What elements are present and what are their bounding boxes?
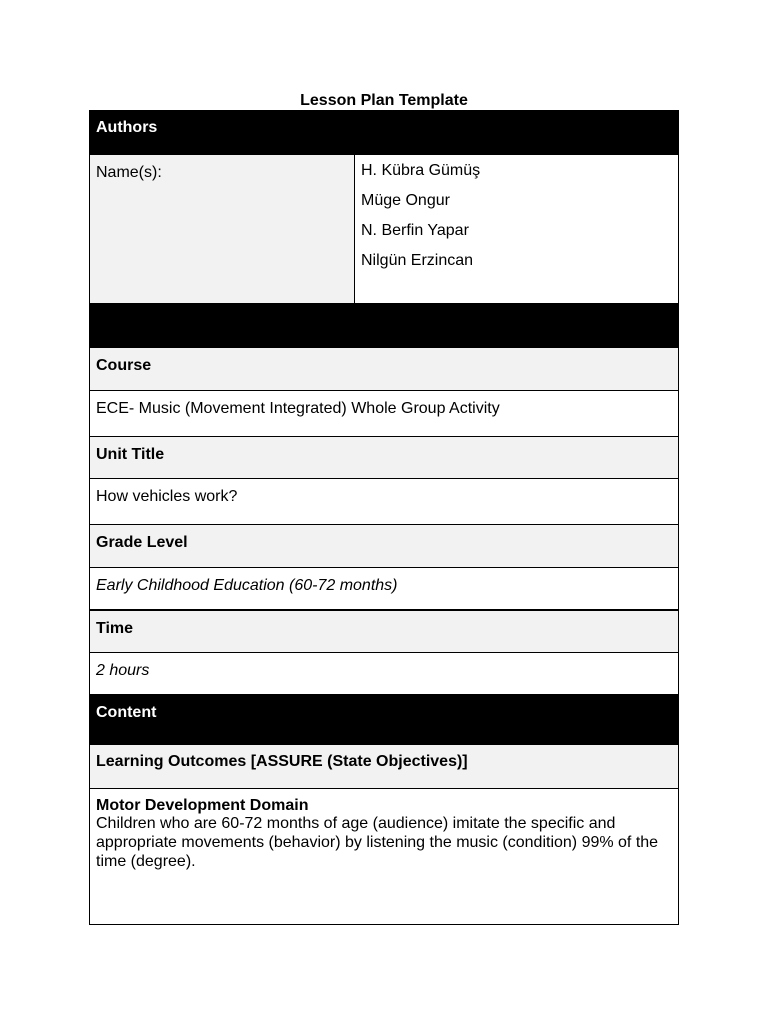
- time-label: Time: [96, 620, 134, 637]
- learning-outcomes-row: [90, 744, 678, 788]
- course-value: ECE- Music (Movement Integrated) Whole Group Activity: [96, 400, 500, 417]
- time-value: 2 hours: [96, 662, 150, 679]
- names-label-cell: [90, 155, 355, 303]
- author-name: H. Kübra Gümüş: [361, 162, 481, 179]
- names-label: Name(s):: [96, 164, 162, 181]
- author-name: Müge Ongur: [361, 192, 450, 209]
- content-header: Content: [96, 704, 157, 721]
- content-header-row: [90, 694, 678, 744]
- lesson-plan-table: [89, 110, 679, 925]
- unit-title-label-row: [90, 436, 678, 478]
- grade-level-label-row: [90, 524, 678, 567]
- grade-level-value-row: [90, 567, 678, 609]
- author-name: Nilgün Erzincan: [361, 252, 474, 269]
- motor-domain-row: [90, 788, 678, 924]
- motor-domain-text: Children who are 60-72 months of age (audience) imitate the specific and appropriate movements (behavior) by listening the music (condition) 99% of the time (degree).: [96, 815, 659, 870]
- course-label: Course: [96, 357, 152, 374]
- author-name: N. Berfin Yapar: [361, 222, 469, 239]
- unit-title-value: How vehicles work?: [96, 488, 238, 505]
- motor-domain-title: Motor Development Domain: [96, 797, 309, 814]
- time-value-row: [90, 652, 678, 694]
- course-value-row: [90, 390, 678, 436]
- names-list: [355, 155, 678, 303]
- course-label-row: [90, 347, 678, 390]
- document-title: Lesson Plan Template: [300, 92, 468, 109]
- authors-header-row: [90, 110, 678, 154]
- unit-title-label: Unit Title: [96, 446, 165, 463]
- grade-level-value: Early Childhood Education (60-72 months): [96, 577, 398, 594]
- learning-outcomes-label: Learning Outcomes [ASSURE (State Objectives)]: [96, 753, 468, 770]
- blank-header-row: [90, 303, 678, 347]
- names-row: [90, 154, 678, 303]
- grade-level-label: Grade Level: [96, 534, 188, 551]
- time-label-row: [90, 609, 678, 652]
- unit-title-value-row: [90, 478, 678, 524]
- authors-header: Authors: [96, 119, 158, 136]
